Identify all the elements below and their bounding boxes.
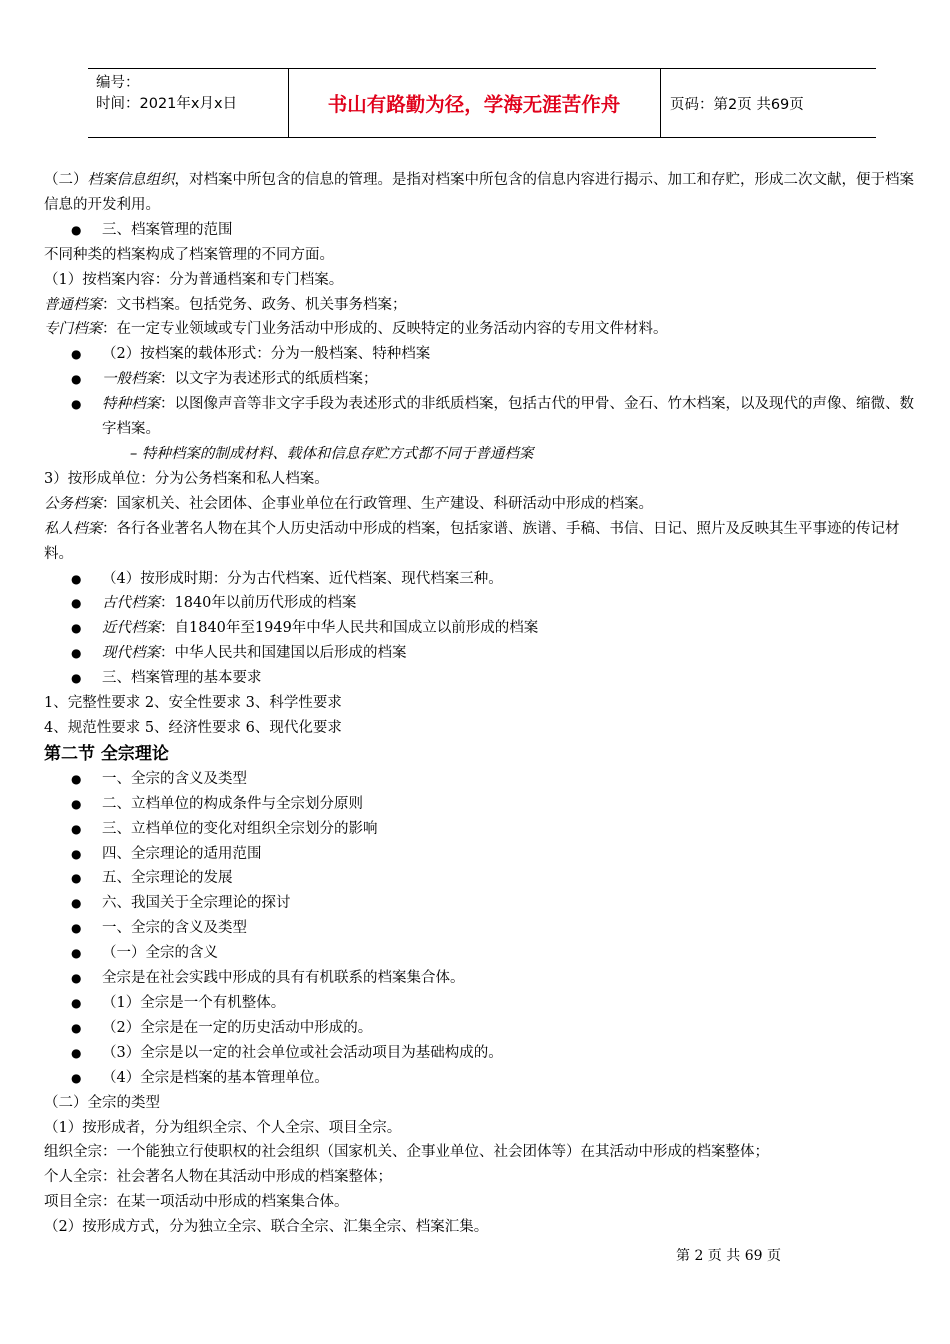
page-header: [88, 68, 876, 138]
emphasis-term: 私人档案: [44, 520, 102, 537]
bullet-item: [44, 842, 924, 867]
page-footer: 第 2 页 共 69 页: [676, 1248, 781, 1264]
bullet-item: [44, 591, 924, 616]
text-line: [44, 1116, 924, 1141]
text-span: ：各行各业著名人物在其个人历史活动中形成的档案，包括家谱、族谱、手稿、书信、日记、照片及反映其生平事迹的传记材料。: [44, 520, 900, 562]
header-page-info: 页码：第2页 共69页: [670, 96, 804, 113]
text-line: [44, 517, 924, 567]
document-body: [44, 168, 924, 1240]
text-span: 组织全宗：一个能独立行使职权的社会组织（国家机关、企事业单位、社会团体等）在其活动中形成的档案整体；: [44, 1144, 769, 1161]
text-span: ：自1840年至1949年中华人民共和国成立以前形成的档案: [160, 620, 539, 637]
emphasis-term: 古代档案: [102, 595, 160, 612]
header-meta: [96, 73, 237, 115]
text-span: 不同种类的档案构成了档案管理的不同方面。: [44, 246, 334, 263]
text-span: （2）按档案的载体形式：分为一般档案、特种档案: [102, 346, 431, 363]
bullet-item: [44, 916, 924, 941]
text-line: [44, 492, 924, 517]
header-motto: 书山有路勤为径，学海无涯苦作舟: [327, 93, 621, 116]
emphasis-term: 近代档案: [102, 620, 160, 637]
text-span: ：文书档案。包括党务、政务、机关事务档案；: [102, 296, 407, 313]
text-span: 二、立档单位的构成条件与全宗划分原则: [102, 795, 363, 812]
text-span: ，对档案中所包含的信息的管理。是指对档案中所包含的信息内容进行揭示、加工和存贮，形成二次文献，便于档案信息的开发利用。: [44, 172, 914, 213]
text-line: [44, 1091, 924, 1116]
text-span: 一、全宗的含义及类型: [102, 770, 247, 787]
text-span: 三、档案管理的基本要求: [102, 670, 262, 687]
bullet-item: [44, 792, 924, 817]
text-span: 四、全宗理论的适用范围: [102, 845, 262, 862]
text-span: 六、我国关于全宗理论的探讨: [102, 895, 291, 912]
text-line: [44, 293, 924, 318]
text-line: [44, 1140, 924, 1165]
text-span: （1）全宗是一个有机整体。: [102, 995, 286, 1011]
text-span: 项目全宗：在某一项活动中形成的档案集合体。: [44, 1194, 349, 1211]
text-span: 三、立档单位的变化对组织全宗划分的影响: [102, 820, 378, 837]
text-span: ：中华人民共和国建国以后形成的档案: [160, 645, 407, 662]
bullet-item: [44, 218, 924, 243]
bullet-item: [44, 966, 924, 991]
time-label: 时间：2021年x月x日: [96, 96, 238, 112]
bullet-item: [44, 866, 924, 891]
bullet-item: [44, 392, 924, 442]
text-line: [44, 1165, 924, 1190]
text-span: （二）全宗的类型: [44, 1094, 160, 1111]
text-span: （1）按形成者，分为组织全宗、个人全宗、项目全宗。: [44, 1119, 402, 1136]
text-span: 4、规范性要求 5、经济性要求 6、现代化要求: [44, 719, 342, 736]
text-line: [44, 243, 924, 268]
text-span: 1、完整性要求 2、安全性要求 3、科学性要求: [44, 695, 342, 712]
bullet-item: [44, 991, 924, 1016]
section-heading: [44, 741, 924, 767]
text-span: ：以文字为表述形式的纸质档案；: [160, 371, 378, 388]
text-span: ：1840年以前历代形成的档案: [160, 595, 357, 612]
text-line: [44, 716, 924, 741]
text-line: [44, 442, 924, 467]
text-span: （一）全宗的含义: [102, 945, 218, 962]
bullet-item: [44, 891, 924, 916]
emphasis-term: 现代档案: [102, 645, 160, 662]
text-span: ：在一定专业领域或专门业务活动中形成的、反映特定的业务活动内容的专用文件材料。: [102, 321, 668, 338]
emphasis-term: 档案信息组织: [87, 172, 175, 188]
text-line: [44, 467, 924, 492]
serial-label: 编号：: [96, 75, 140, 91]
text-span: 一、全宗的含义及类型: [102, 920, 247, 937]
text-span: （1）按档案内容：分为普通档案和专门档案。: [44, 271, 344, 288]
text-span: （2）全宗是在一定的历史活动中形成的。: [102, 1019, 373, 1036]
emphasis-term: 专门档案: [44, 321, 102, 338]
text-line: [44, 317, 924, 342]
text-span: （4）全宗是档案的基本管理单位。: [102, 1069, 329, 1086]
text-span: 全宗是在社会实践中形成的具有有机联系的档案集合体。: [102, 970, 465, 987]
text-line: [44, 691, 924, 716]
text-span: （二）: [44, 172, 88, 188]
bullet-item: [44, 567, 924, 592]
bullet-item: [44, 641, 924, 666]
bullet-item: [44, 941, 924, 966]
text-span: – 特种档案的制成材料、载体和信息存贮方式都不同于普通档案: [130, 445, 534, 462]
text-span: 3）按形成单位：分为公务档案和私人档案。: [44, 470, 329, 487]
bullet-item: [44, 1041, 924, 1066]
bullet-item: [44, 367, 924, 392]
bullet-item: [44, 1066, 924, 1091]
text-line: [44, 268, 924, 293]
emphasis-term: 一般档案: [102, 371, 160, 388]
emphasis-term: 公务档案: [44, 495, 102, 512]
text-span: 第二节 全宗理论: [44, 743, 169, 764]
text-line: [44, 168, 924, 218]
bullet-item: [44, 666, 924, 691]
emphasis-term: 特种档案: [102, 396, 160, 413]
text-span: （4）按形成时期：分为古代档案、近代档案、现代档案三种。: [102, 570, 503, 587]
text-span: （3）全宗是以一定的社会单位或社会活动项目为基础构成的。: [102, 1044, 503, 1061]
text-span: 五、全宗理论的发展: [102, 870, 233, 887]
bullet-item: [44, 1016, 924, 1041]
text-span: 个人全宗：社会著名人物在其活动中形成的档案整体；: [44, 1169, 392, 1186]
text-span: （2）按形成方式，分为独立全宗、联合全宗、汇集全宗、档案汇集。: [44, 1219, 489, 1236]
text-line: [44, 1215, 924, 1240]
text-span: ：国家机关、社会团体、企事业单位在行政管理、生产建设、科研活动中形成的档案。: [102, 495, 653, 512]
bullet-item: [44, 767, 924, 792]
text-span: ：以图像声音等非文字手段为表述形式的非纸质档案，包括古代的甲骨、金石、竹木档案，以及现代的声像、缩微、数字档案。: [102, 396, 914, 438]
emphasis-term: 普通档案: [44, 296, 102, 313]
header-divider: [660, 69, 661, 137]
bullet-item: [44, 616, 924, 641]
text-span: 三、档案管理的范围: [102, 221, 233, 238]
bullet-item: [44, 817, 924, 842]
text-line: [44, 1190, 924, 1215]
bullet-item: [44, 342, 924, 367]
